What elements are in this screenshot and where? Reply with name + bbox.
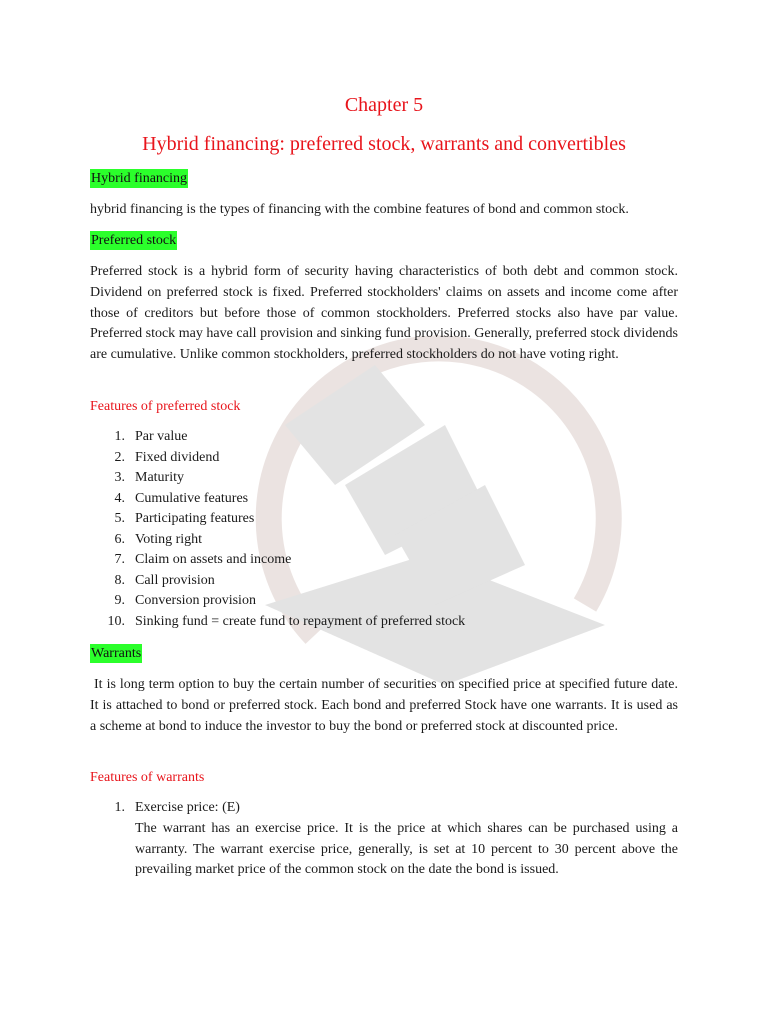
list-item: 6. Voting right [114, 531, 203, 547]
section-heading-hybrid-financing: Hybrid financing [91, 171, 188, 186]
subheading-features-warrants: Features of warrants [90, 770, 205, 785]
section-heading-warrants: Warrants [91, 646, 142, 661]
list-item: 7. Claim on assets and income [114, 552, 292, 567]
list-number: 1. [114, 800, 125, 815]
list-item: 8. Call provision [114, 572, 215, 588]
list-item: 10. Sinking fund = create fund to repayment of preferred stock [107, 613, 466, 629]
paragraph-hybrid-financing: hybrid financing is the types of financing with the combine features of bond and common stock. [90, 202, 629, 217]
list-item: 2. Fixed dividend [114, 449, 220, 465]
section-heading-preferred-stock: Preferred stock [91, 233, 177, 248]
chapter-title: Hybrid financing: preferred stock, warrants and convertibles [142, 133, 626, 155]
chapter-heading: Chapter 5 [344, 94, 424, 116]
list-item: 1. Par value [114, 429, 188, 444]
paragraph-preferred-stock: Preferred stock is a hybrid form of security having characteristics of both debt and common stock. Dividend on preferred stock is fixed. Preferred stockholders' claims on assets and income come after those of creditors but before those of common stockholders. Preferred stocks also have par value. Preferred stock may have call provision and sinking fund provision. Generally, preferred stock dividends are cumulative. Unlike common stockholders, preferred stockholders do not have voting right. [90, 264, 678, 363]
list-item: 3. Maturity [114, 470, 184, 485]
paragraph-warrants: It is long term option to buy the certain number of securities on specified price at specified future date. It is attached to bond or preferred stock. Each bond and preferred Stock have one warrants. It is used as a scheme at bond to induce the investor to buy the bond or preferred stock at discounted price. [90, 677, 682, 734]
warrant-feature-heading: Exercise price: (E) [135, 800, 240, 815]
features-preferred-list [90, 427, 678, 632]
warrant-feature-body: The warrant has an exercise price. It is the price at which shares can be purchased using a warranty. The warrant exercise price, generally, is set at 10 percent to 30 percent above the prevailing market price of the common stock on the date the bond is issued. [135, 820, 678, 878]
list-item: 4. Cumulative features [114, 490, 249, 506]
features-warrants-list [90, 798, 678, 881]
subheading-features-preferred: Features of preferred stock [90, 399, 241, 414]
list-item: 5. Participating features [114, 511, 255, 526]
list-item: 9. Conversion provision [114, 593, 256, 608]
